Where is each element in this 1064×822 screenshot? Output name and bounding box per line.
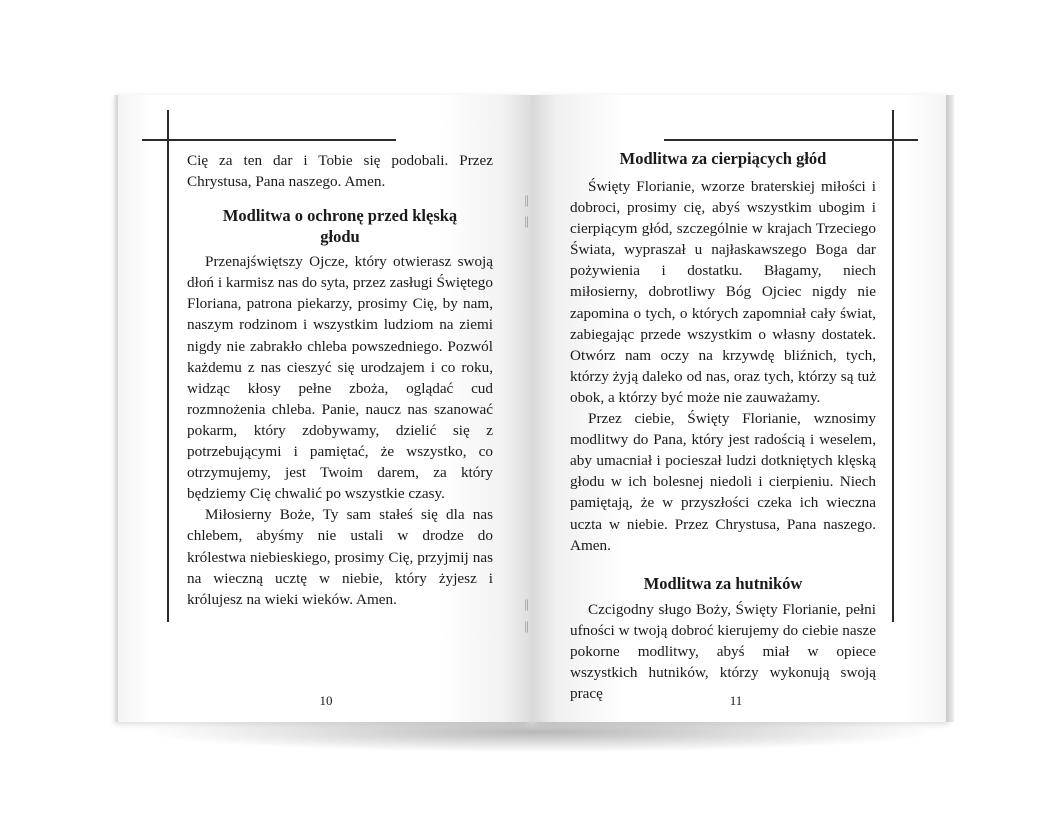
heading-cierpiacy-glod: Modlitwa za cierpiących głód [619, 149, 827, 168]
staple-top-lower [525, 216, 528, 228]
staple-top-upper [525, 195, 528, 207]
continuation-text: Cię za ten dar i Tobie się podobali. Przez Chrystusa, Pana naszego. Amen. [187, 152, 493, 191]
left-side-rule [167, 110, 169, 622]
staple-bottom-upper [525, 599, 528, 611]
right-side-rule [892, 110, 894, 622]
paragraph: Święty Florianie, wzorze braterskiej miłości i dobroci, prosimy cię, abyś wszystkim ubogim i cierpiącym głód, szczególnie w krajach Trzeciego Świata, wypraszał u najłaskawszego Boga dar pożywienia i dostatku. Błagamy, niech miłosierny, dobrotliwy Bóg Ojciec nigdy nie zapomina o tych, o których zapomniał cały świat, zabiegając przede wszystkim o własny dostatek. Otwórz nam oczy na krzywdę bliźnich, tych, którzy żyją daleko od nas, oraz tych, którzy są tuż obok, a którzy być może nie zauważamy. [570, 178, 876, 406]
paragraph: Miłosierny Boże, Ty sam stałeś się dla nas chlebem, abyśmy nie ustali w drodze do królestwa niebieskiego, prosimy Cię, przyjmij nas na wieczną ucztę w niebie, który żyjesz i królujesz na wieki wieków. Amen. [187, 506, 493, 608]
paragraph: Czcigodny sługo Boży, Święty Florianie, pełni ufności w twoją dobroć kierujemy do ciebie nasze pokorne modlitwy, abyś miał w opiece wszystkich hutników, którzy wykonują swoją pracę [570, 600, 876, 703]
right-text-block [570, 148, 876, 704]
left-text-block [187, 150, 493, 610]
page-number-right: 11 [729, 693, 743, 708]
paragraph: Przenajświętszy Ojcze, który otwierasz swoją dłoń i karmisz nas do syta, przez zasługi Świętego Floriana, patrona piekarzy, prosimy Cię, by nam, naszym rodzinom i wszystkim ludziom na ziemi nigdy nie zabrakło chleba powszedniego. Pozwól każdemu z nas cieszyć się urodzajem i co roku, widząc kłosy pełne zboża, oglądać cud rozmnożenia chleba. Panie, naucz nas szanować pokarm, który zdobywamy, dzielić się z potrzebującymi i pamiętać, że wszystko, co otrzymujemy, jest Twoim darem, za który będziemy Cię chwalić po wszystkie czasy. [187, 253, 493, 503]
staple-bottom-lower [525, 621, 528, 633]
paragraph: Przez ciebie, Święty Florianie, wznosimy modlitwy do Pana, który jest radością i weselem, aby umacniał i pocieszał ludzi dotkniętych klęską głodu w ich bolesnej niedoli i cierpieniu. Niech pamiętają, że w przyszłości czeka ich wieczna uczta w niebie. Przez Chrystusa, Pana naszego. Amen. [570, 410, 876, 554]
right-top-rule [664, 139, 918, 141]
left-top-rule [142, 139, 396, 141]
page-number-left: 10 [319, 693, 333, 708]
heading-hutnicy: Modlitwa za hutników [643, 573, 803, 593]
heading-ochrona-glod: Modlitwa o ochronę przed klęską głodu [222, 206, 458, 247]
